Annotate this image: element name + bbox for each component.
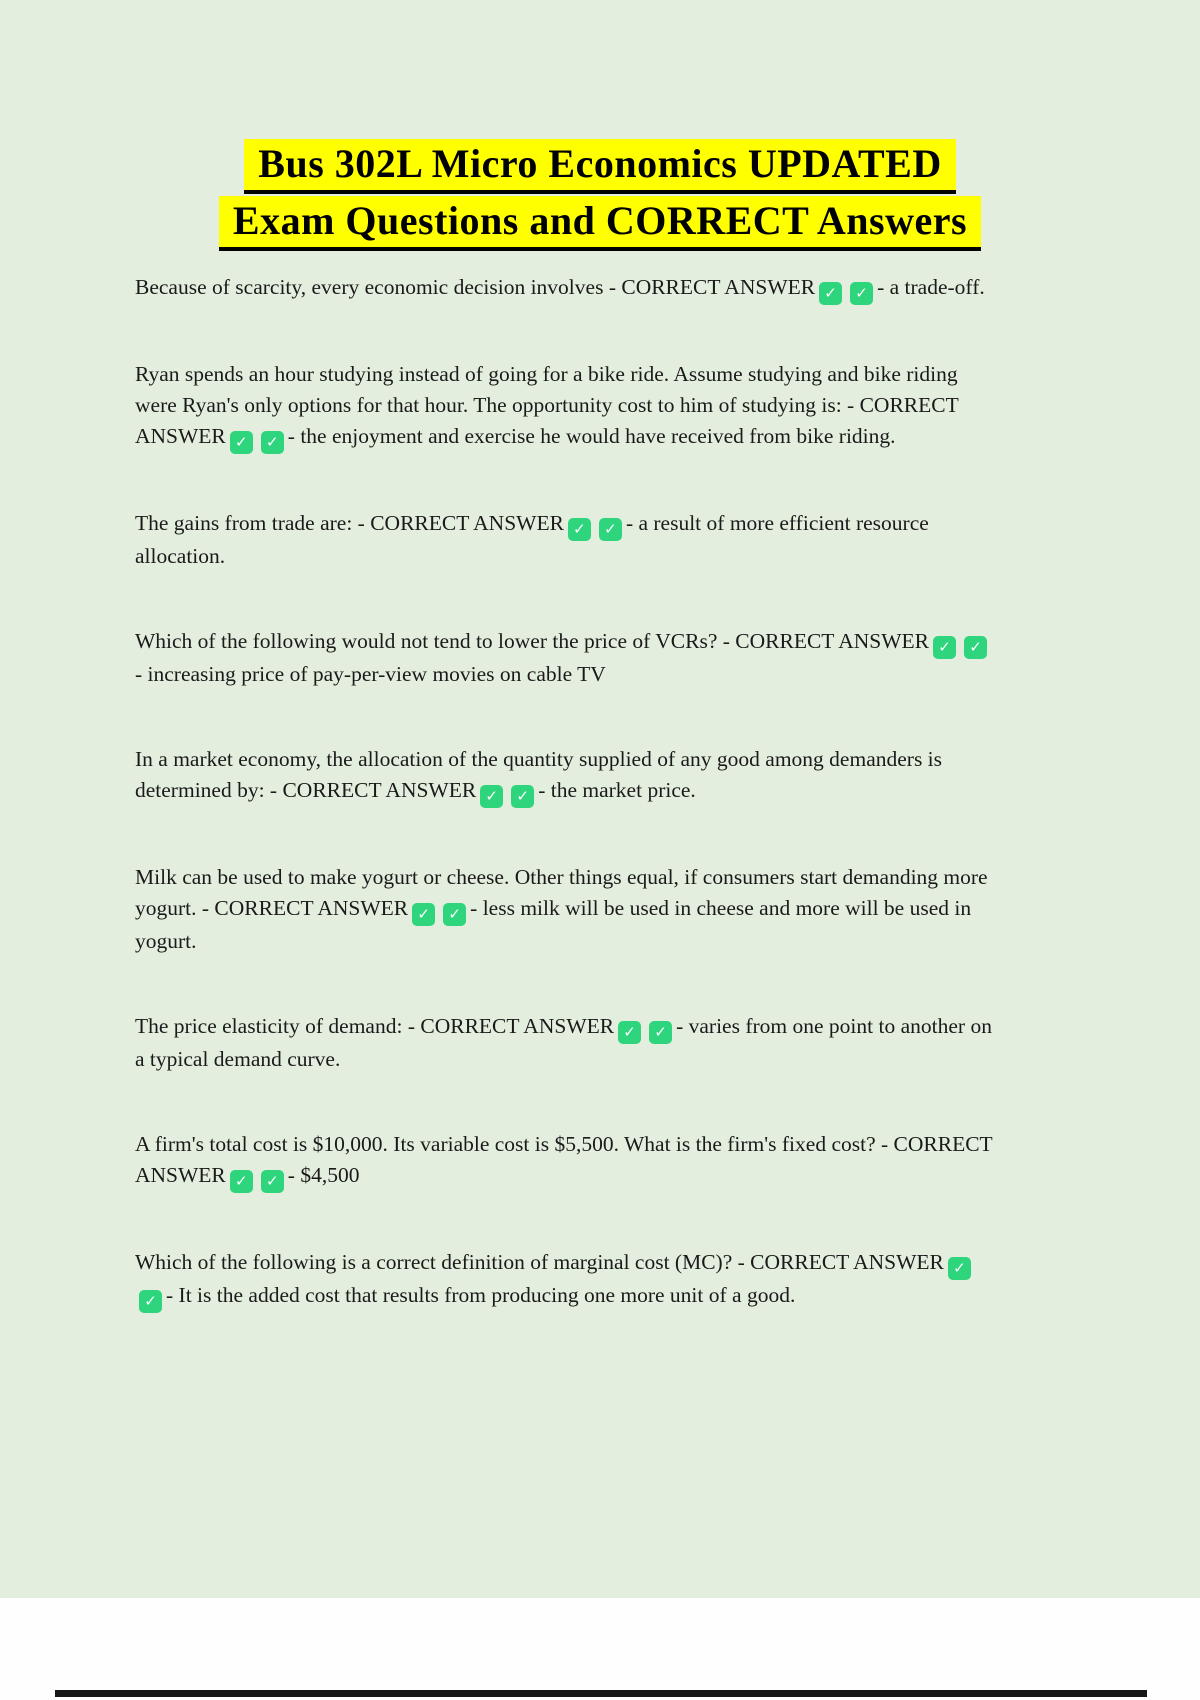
answer-text: - varies from one point to another on a typical demand curve. [135,1014,992,1071]
check-icon: ✓ [649,1021,672,1044]
qa-paragraph [135,744,997,808]
answer-text: - the market price. [538,778,696,802]
check-icon: ✓ [511,785,534,808]
check-icon: ✓ [599,518,622,541]
answer-text: - $4,500 [287,1163,360,1187]
check-icon: ✓ [819,282,842,305]
question-text: The gains from trade are: - CORRECT ANSWER [135,511,564,535]
qa-paragraph [135,1129,997,1193]
check-icon: ✓ [618,1021,641,1044]
qa-paragraph [135,862,997,957]
question-text: Which of the following is a correct definition of marginal cost (MC)? - CORRECT ANSWER [135,1250,944,1274]
qa-paragraph [135,272,997,305]
next-page-edge [55,1690,1147,1697]
qa-paragraph [135,1011,997,1075]
qa-paragraph [135,626,997,690]
title-line-2: Exam Questions and CORRECT Answers [219,196,981,251]
check-icon: ✓ [139,1290,162,1313]
document-body [135,272,997,1313]
qa-paragraph [135,508,997,572]
document-title [0,138,1200,252]
qa-paragraph [135,359,997,454]
answer-text: - a trade-off. [877,275,985,299]
question-text: Ryan spends an hour studying instead of going for a bike ride. Assume studying and bike riding were Ryan's only options for that hour. The opportunity cost to him of studying is: - CORRECT ANSWER [135,362,959,448]
answer-text: - less milk will be used in cheese and more will be used in yogurt. [135,896,972,953]
check-icon: ✓ [261,1170,284,1193]
title-line-1: Bus 302L Micro Economics UPDATED [244,139,955,194]
check-icon: ✓ [964,636,987,659]
check-icon: ✓ [948,1257,971,1280]
question-text: Which of the following would not tend to lower the price of VCRs? - CORRECT ANSWER [135,629,930,653]
check-icon: ✓ [850,282,873,305]
answer-text: - It is the added cost that results from producing one more unit of a good. [166,1283,796,1307]
answer-text: - the enjoyment and exercise he would have received from bike riding. [287,424,896,448]
check-icon: ✓ [933,636,956,659]
check-icon: ✓ [230,1170,253,1193]
check-icon: ✓ [568,518,591,541]
check-icon: ✓ [230,431,253,454]
question-text: The price elasticity of demand: - CORRECT ANSWER [135,1014,615,1038]
answer-text: - increasing price of pay-per-view movies on cable TV [135,662,606,686]
question-text: A firm's total cost is $10,000. Its variable cost is $5,500. What is the firm's fixed cost? - CORRECT ANSWER [135,1132,993,1187]
answer-text: - a result of more efficient resource allocation. [135,511,929,568]
check-icon: ✓ [480,785,503,808]
question-text: Milk can be used to make yogurt or cheese. Other things equal, if consumers start demanding more yogurt. - CORRECT ANSWER [135,865,988,920]
check-icon: ✓ [443,903,466,926]
qa-paragraph [135,1247,997,1313]
check-icon: ✓ [261,431,284,454]
page-gap [0,1598,1200,1700]
check-icon: ✓ [412,903,435,926]
question-text: In a market economy, the allocation of the quantity supplied of any good among demanders is determined by: - CORRECT ANSWER [135,747,943,802]
question-text: Because of scarcity, every economic decision involves - CORRECT ANSWER [135,275,816,299]
